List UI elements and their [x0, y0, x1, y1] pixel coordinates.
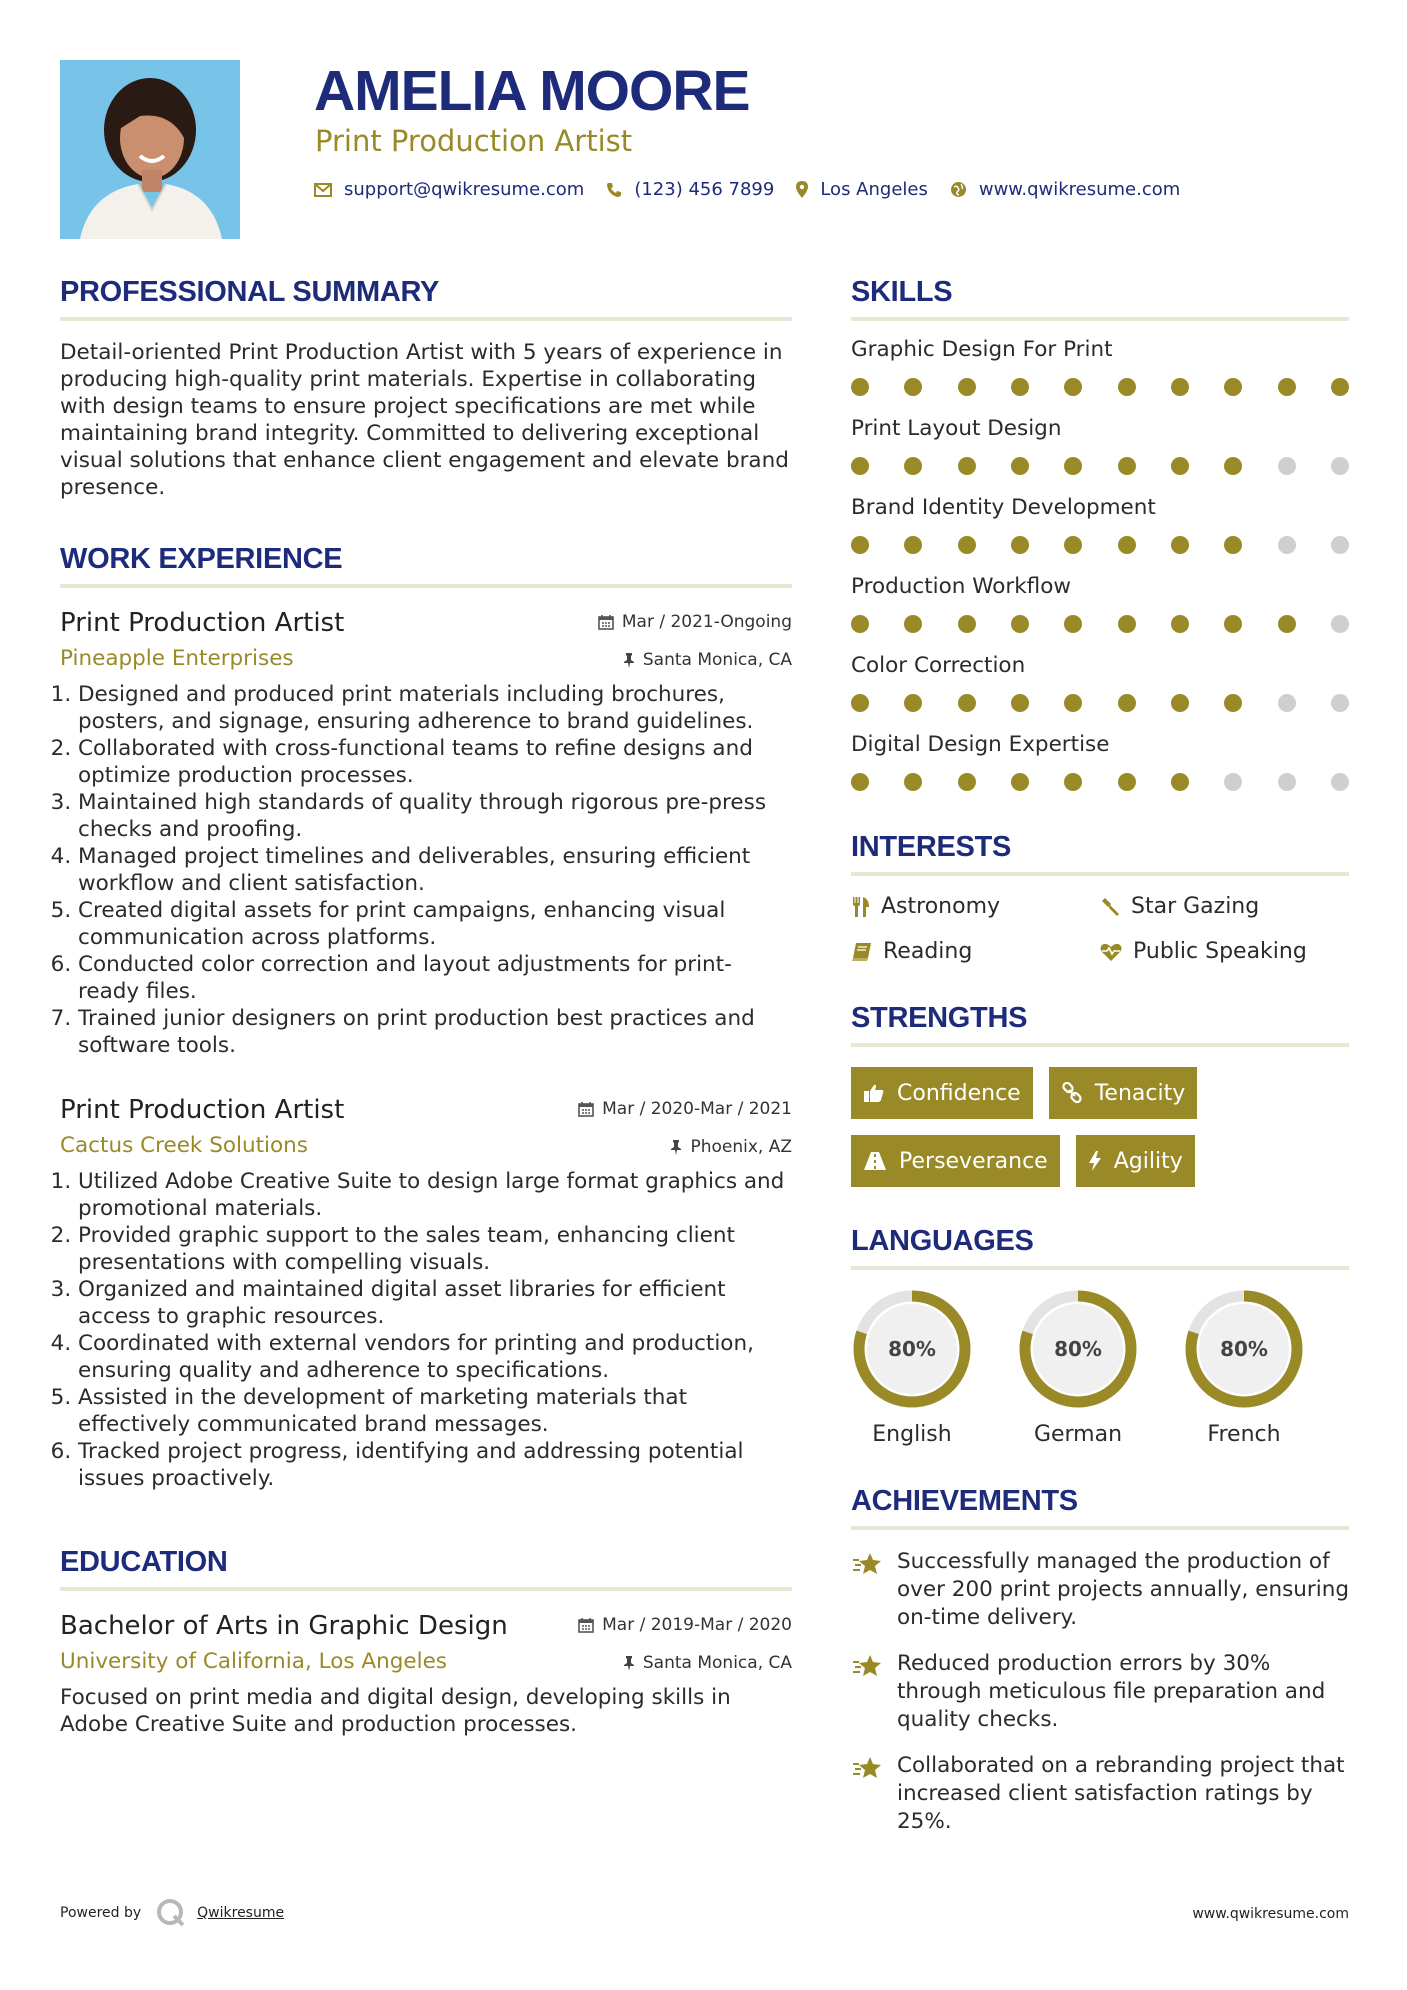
- pushpin-icon: [623, 1655, 635, 1671]
- skill-item: [851, 732, 1349, 791]
- rating-dot-filled: [1064, 773, 1082, 791]
- rating-dot-filled: [1064, 457, 1082, 475]
- contact-phone[interactable]: [606, 179, 774, 200]
- interest-item: [1099, 939, 1349, 964]
- link-icon: [1061, 1082, 1083, 1104]
- job-title: Print Production Artist: [60, 608, 345, 638]
- education-dates: [578, 1615, 792, 1635]
- rating-dot-filled: [1064, 615, 1082, 633]
- rating-dot-filled: [1011, 694, 1029, 712]
- job-bullet: 6. Conducted color correction and layout adjustments for print-ready files.: [78, 951, 792, 1005]
- rating-dot-filled: [1171, 378, 1189, 396]
- job-bullets: [60, 1168, 792, 1492]
- rating-dot-empty: [1331, 615, 1349, 633]
- education-dates-text: Mar / 2019-Mar / 2020: [602, 1615, 792, 1635]
- footer-url[interactable]: www.qwikresume.com: [1192, 1906, 1349, 1922]
- skill-name: Digital Design Expertise: [851, 732, 1110, 757]
- rating-dot-filled: [1064, 378, 1082, 396]
- job-title: Print Production Artist: [60, 1095, 345, 1125]
- job-entry: [60, 608, 792, 1059]
- rating-dot-empty: [1278, 457, 1296, 475]
- skill-rating: [851, 694, 1349, 712]
- envelope-icon: [314, 183, 332, 197]
- achievement-item: [851, 1752, 1349, 1836]
- rating-dot-filled: [851, 536, 869, 554]
- rating-dot-filled: [1011, 773, 1029, 791]
- summary-text: Detail-oriented Print Production Artist with 5 years of experience in producing high-quality print materials. Expertise in collaborating with design teams to ensure project specifications are met while maintaining brand integrity. Committed to delivering exceptional visual solutions that enhance client engagement and elevate brand presence.: [60, 340, 789, 500]
- strength-label: Agility: [1113, 1148, 1183, 1174]
- skill-item: [851, 337, 1349, 396]
- rating-dot-filled: [1064, 694, 1082, 712]
- qwikresume-logo-icon: [155, 1897, 187, 1929]
- skill-rating: [851, 536, 1349, 554]
- interest-item: [851, 894, 1099, 919]
- rating-dot-empty: [1331, 773, 1349, 791]
- job-bullet: 4. Coordinated with external vendors for printing and production, ensuring quality and adherence to specifications.: [78, 1330, 792, 1384]
- strength-tag: [1049, 1067, 1198, 1119]
- calendar-icon: [598, 614, 614, 630]
- job-location-text: Santa Monica, CA: [642, 650, 792, 670]
- strength-tag: [851, 1067, 1033, 1119]
- rating-dot-filled: [1171, 457, 1189, 475]
- education-heading: EDUCATION: [60, 1546, 792, 1591]
- rating-dot-empty: [1331, 457, 1349, 475]
- rating-dot-filled: [851, 773, 869, 791]
- rating-dot-filled: [958, 536, 976, 554]
- interest-item: [1099, 894, 1349, 919]
- candidate-name: AMELIA MOORE: [314, 59, 750, 123]
- skill-name: Color Correction: [851, 653, 1026, 678]
- rating-dot-filled: [904, 457, 922, 475]
- contact-email-text: support@qwikresume.com: [344, 179, 585, 200]
- skill-item: [851, 416, 1349, 475]
- star-icon: [851, 1652, 883, 1680]
- education-degree: Bachelor of Arts in Graphic Design: [60, 1611, 508, 1641]
- rating-dot-filled: [958, 694, 976, 712]
- rating-dot-filled: [1064, 536, 1082, 554]
- work-heading: WORK EXPERIENCE: [60, 543, 792, 588]
- interest-label: Public Speaking: [1133, 939, 1307, 964]
- rating-dot-empty: [1331, 694, 1349, 712]
- left-column: [60, 276, 792, 1738]
- skill-name: Brand Identity Development: [851, 495, 1156, 520]
- powered-by-label: Powered by: [60, 1905, 142, 1921]
- interest-label: Reading: [883, 939, 973, 964]
- job-bullet: 4. Managed project timelines and deliverables, ensuring efficient workflow and client satisfaction.: [78, 843, 792, 897]
- job-location: [670, 1137, 792, 1157]
- road-icon: [863, 1151, 887, 1171]
- rating-dot-filled: [1118, 536, 1136, 554]
- skill-rating: [851, 457, 1349, 475]
- rating-dot-filled: [1171, 536, 1189, 554]
- job-bullets: [60, 681, 792, 1059]
- job-bullet: 3. Organized and maintained digital asset libraries for efficient access to graphic resources.: [78, 1276, 792, 1330]
- rating-dot-filled: [1224, 615, 1242, 633]
- phone-icon: [606, 182, 622, 198]
- interests-heading: INTERESTS: [851, 831, 1349, 876]
- brand-link[interactable]: Qwikresume: [197, 1905, 285, 1921]
- strength-tag: [851, 1135, 1060, 1187]
- language-progress-ring: [1183, 1288, 1305, 1410]
- rating-dot-filled: [904, 536, 922, 554]
- language-item: [851, 1288, 1017, 1447]
- achievement-text: Reduced production errors by 30% through meticulous file preparation and quality checks.: [897, 1651, 1326, 1732]
- strengths-list: [851, 1067, 1349, 1187]
- rating-dot-filled: [1278, 615, 1296, 633]
- map-marker-icon: [796, 181, 808, 198]
- rating-dot-filled: [1011, 536, 1029, 554]
- job-dates: [598, 612, 792, 632]
- rating-dot-filled: [904, 694, 922, 712]
- interest-label: Star Gazing: [1131, 894, 1260, 919]
- contact-website[interactable]: [950, 179, 1180, 200]
- language-name: English: [872, 1422, 952, 1447]
- pushpin-icon: [623, 652, 635, 668]
- rating-dot-filled: [1224, 457, 1242, 475]
- job-bullet: 7. Trained junior designers on print production best practices and software tools.: [78, 1005, 792, 1059]
- star-icon: [851, 1550, 883, 1578]
- language-percent: 80%: [1220, 1337, 1268, 1361]
- skill-rating: [851, 615, 1349, 633]
- contact-location-text: Los Angeles: [820, 179, 928, 200]
- achievements-heading: ACHIEVEMENTS: [851, 1485, 1349, 1530]
- rating-dot-filled: [1118, 615, 1136, 633]
- languages-heading: LANGUAGES: [851, 1225, 1349, 1270]
- job-company: Pineapple Enterprises: [60, 646, 294, 671]
- skills-heading: SKILLS: [851, 276, 1349, 321]
- interests-list: [851, 894, 1349, 964]
- job-bullet: 6. Tracked project progress, identifying and addressing potential issues proactively.: [78, 1438, 792, 1492]
- rating-dot-filled: [1011, 378, 1029, 396]
- skill-name: Production Workflow: [851, 574, 1071, 599]
- summary-heading: PROFESSIONAL SUMMARY: [60, 276, 792, 321]
- rating-dot-filled: [1118, 773, 1136, 791]
- rating-dot-filled: [1011, 615, 1029, 633]
- job-bullet: 5. Created digital assets for print campaigns, enhancing visual communication across platforms.: [78, 897, 792, 951]
- interest-label: Astronomy: [881, 894, 1001, 919]
- skill-item: [851, 495, 1349, 554]
- strength-label: Tenacity: [1094, 1080, 1186, 1106]
- language-percent: 80%: [888, 1337, 936, 1361]
- rating-dot-filled: [958, 615, 976, 633]
- strengths-heading: STRENGTHS: [851, 1002, 1349, 1047]
- strength-tag: [1076, 1135, 1195, 1187]
- job-dates-text: Mar / 2020-Mar / 2021: [602, 1099, 792, 1119]
- education-school: University of California, Los Angeles: [60, 1649, 448, 1674]
- rating-dot-filled: [904, 615, 922, 633]
- contact-location: [796, 179, 928, 200]
- rating-dot-filled: [1278, 378, 1296, 396]
- skill-item: [851, 653, 1349, 712]
- rating-dot-filled: [1171, 615, 1189, 633]
- achievement-item: [851, 1548, 1349, 1632]
- globe-icon: [950, 181, 967, 198]
- rating-dot-filled: [851, 615, 869, 633]
- rating-dot-empty: [1278, 773, 1296, 791]
- skill-name: Print Layout Design: [851, 416, 1062, 441]
- rating-dot-filled: [851, 457, 869, 475]
- skill-name: Graphic Design For Print: [851, 337, 1113, 362]
- job-bullet: 2. Provided graphic support to the sales team, enhancing client presentations with compelling visuals.: [78, 1222, 792, 1276]
- rating-dot-filled: [1118, 378, 1136, 396]
- job-dates-text: Mar / 2021-Ongoing: [621, 612, 792, 632]
- job-bullet: 1. Utilized Adobe Creative Suite to design large format graphics and promotional materials.: [78, 1168, 792, 1222]
- skill-rating: [851, 378, 1349, 396]
- rating-dot-filled: [958, 457, 976, 475]
- language-progress-ring: [1017, 1288, 1139, 1410]
- rating-dot-filled: [904, 773, 922, 791]
- education-location: [623, 1653, 792, 1673]
- language-name: French: [1207, 1422, 1281, 1447]
- contact-phone-text: (123) 456 7899: [634, 179, 775, 200]
- heartbeat-icon: [1099, 941, 1123, 963]
- education-text: Focused on print media and digital design, developing skills in Adobe Creative Suite and production processes.: [60, 1685, 731, 1737]
- rating-dot-filled: [851, 378, 869, 396]
- profile-photo: [60, 60, 240, 239]
- thumbs-up-icon: [863, 1083, 885, 1103]
- strength-label: Confidence: [897, 1080, 1021, 1106]
- star-icon: [851, 1754, 883, 1782]
- gavel-icon: [1099, 896, 1121, 918]
- rating-dot-filled: [1171, 694, 1189, 712]
- language-progress-ring: [851, 1288, 973, 1410]
- right-column: [851, 276, 1349, 1836]
- language-item: [1017, 1288, 1183, 1447]
- rating-dot-empty: [1224, 773, 1242, 791]
- strength-label: Perseverance: [899, 1148, 1048, 1174]
- rating-dot-filled: [958, 773, 976, 791]
- skill-item: [851, 574, 1349, 633]
- footer-powered-by: [60, 1897, 284, 1929]
- rating-dot-filled: [1118, 457, 1136, 475]
- language-item: [1183, 1288, 1349, 1447]
- pushpin-icon: [670, 1139, 682, 1155]
- rating-dot-filled: [1331, 378, 1349, 396]
- calendar-icon: [578, 1101, 594, 1117]
- job-bullet: 3. Maintained high standards of quality through rigorous pre-press checks and proofing.: [78, 789, 792, 843]
- candidate-role: Print Production Artist: [315, 124, 633, 158]
- contact-bar: [314, 179, 1202, 200]
- education-location-text: Santa Monica, CA: [642, 1653, 792, 1673]
- job-bullet: 2. Collaborated with cross-functional teams to refine designs and optimize production processes.: [78, 735, 792, 789]
- rating-dot-empty: [1331, 536, 1349, 554]
- rating-dot-filled: [1171, 773, 1189, 791]
- book-icon: [851, 942, 873, 962]
- utensils-icon: [851, 896, 871, 918]
- contact-email[interactable]: [314, 179, 584, 200]
- job-location-text: Phoenix, AZ: [690, 1137, 792, 1157]
- rating-dot-filled: [958, 378, 976, 396]
- achievement-text: Successfully managed the production of over 200 print projects annually, ensuring on-time delivery.: [897, 1549, 1349, 1630]
- rating-dot-empty: [1278, 536, 1296, 554]
- bolt-icon: [1088, 1150, 1102, 1172]
- job-entry: [60, 1095, 792, 1492]
- skill-rating: [851, 773, 1349, 791]
- job-company: Cactus Creek Solutions: [60, 1133, 309, 1158]
- job-bullet: 5. Assisted in the development of marketing materials that effectively communicated brand messages.: [78, 1384, 792, 1438]
- rating-dot-empty: [1278, 694, 1296, 712]
- rating-dot-filled: [1011, 457, 1029, 475]
- job-bullet: 1. Designed and produced print materials including brochures, posters, and signage, ensuring adherence to brand guidelines.: [78, 681, 792, 735]
- achievement-item: [851, 1650, 1349, 1734]
- skills-list: [851, 337, 1349, 791]
- rating-dot-filled: [1224, 536, 1242, 554]
- languages-list: [851, 1288, 1349, 1447]
- rating-dot-filled: [1118, 694, 1136, 712]
- rating-dot-filled: [1224, 378, 1242, 396]
- achievements-list: [851, 1548, 1349, 1836]
- rating-dot-filled: [1224, 694, 1242, 712]
- language-name: German: [1033, 1422, 1123, 1447]
- rating-dot-filled: [851, 694, 869, 712]
- calendar-icon: [578, 1617, 594, 1633]
- language-percent: 80%: [1054, 1337, 1102, 1361]
- contact-website-text: www.qwikresume.com: [978, 179, 1181, 200]
- job-location: [623, 650, 792, 670]
- job-dates: [578, 1099, 792, 1119]
- education-entry: [60, 1611, 792, 1738]
- interest-item: [851, 939, 1099, 964]
- rating-dot-filled: [904, 378, 922, 396]
- achievement-text: Collaborated on a rebranding project that increased client satisfaction ratings by 25%.: [897, 1753, 1345, 1834]
